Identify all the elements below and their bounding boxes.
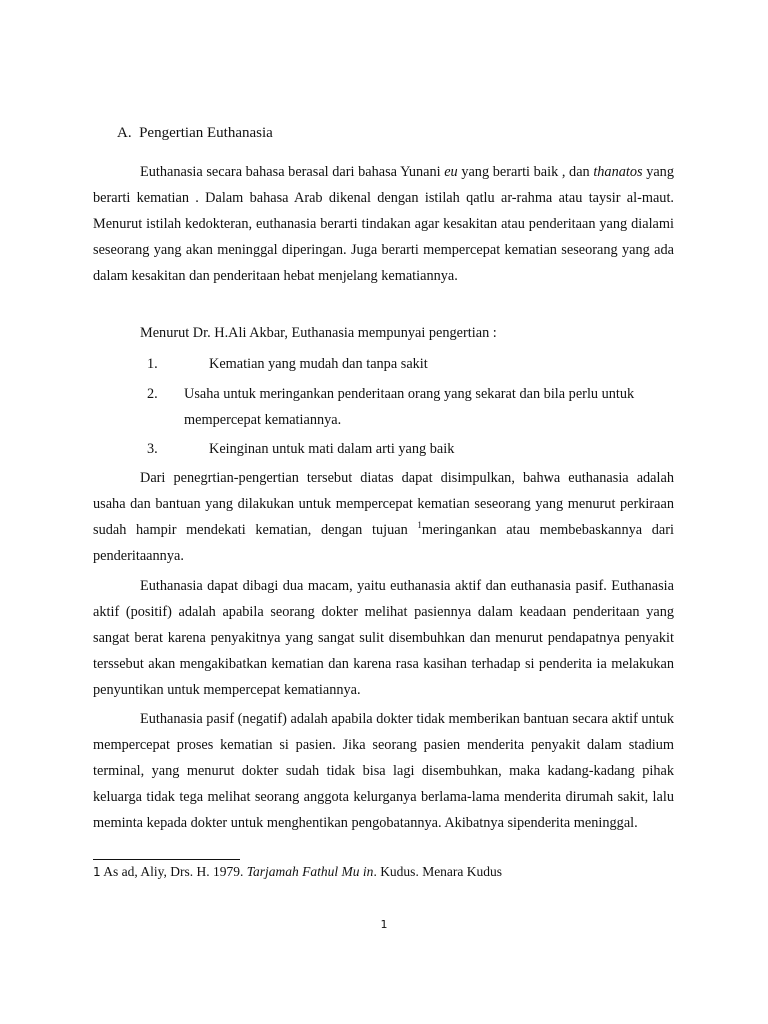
footnote-text-1: As ad, Aliy, Drs. H. 1979. — [100, 864, 247, 879]
footnote-text-2: . Kudus. Menara Kudus — [373, 864, 503, 879]
footnote — [93, 863, 502, 881]
list-text: Usaha untuk meringankan penderitaan orang yang sekarat dan bila perlu untuk mempercepat kematiannya. — [184, 386, 635, 428]
paragraph-list-intro: Menurut Dr. H.Ali Akbar, Euthanasia mempunyai pengertian : — [140, 325, 497, 341]
p1-text-1: Euthanasia secara bahasa berasal dari bahasa Yunani — [140, 164, 445, 180]
list-number: 2. — [147, 386, 158, 402]
list-number: 3. — [147, 441, 158, 457]
p1-text-3: yang berarti kematian . Dalam bahasa Arab dikenal dengan istilah qatlu ar-rahma atau taysir al-maut. Menurut istilah kedokteran, euthanasia berarti tindakan agar kesakitan atau penderitaan yang dialami seseorang yang akan meninggal diperingan. Juga berarti mempercepat kematian seseorang yang ada dalam kesakitan dan penderitaan hebat menjelang kematiannya. — [93, 164, 674, 284]
section-title: Pengertian Euthanasia — [139, 125, 273, 141]
list-text: Keinginan untuk mati dalam arti yang baik — [209, 441, 455, 457]
section-marker: A. — [117, 125, 132, 141]
paragraph-types: Euthanasia dapat dibagi dua macam, yaitu euthanasia aktif dan euthanasia pasif. Euthanasia aktif (positif) adalah apabila seorang dokter melihat pasiennya dalam keadaan penderitaan yang sangat berat karena penyakitnya yang sangat sulit disembuhkan dan menurut pendapatnya penyakit terssebut akan mengakibatkan kematian dan karena rasa kasihan terhadap si penderita ia melakukan penyuntikan untuk mempercepat kematiannya. — [93, 578, 674, 698]
paragraph-conclusion — [93, 465, 674, 569]
paragraph-definition — [93, 159, 674, 289]
list-number: 1. — [147, 356, 158, 372]
footnote-book-title: Tarjamah Fathul Mu in — [246, 864, 374, 879]
footnote-reference[interactable]: 1 — [417, 520, 422, 530]
paragraph-passive: Euthanasia pasif (negatif) adalah apabila dokter tidak memberikan bantuan secara aktif untuk mempercepat proses kematian si pasien. Jika seorang pasien menderita penyakit dalam stadium terminal, yang menurut dokter sudah tidak bisa lagi disembuhkan, maka kadang-kadang pihak keluarga tidak tega melihat seorang anggota kelurganya berlama-lama menderita dirumah sakit, lalu meminta kepada dokter untuk menghentikan pengobatannya. Akibatnya sipenderita meninggal. — [93, 711, 674, 831]
p1-text-2: yang berarti baik , dan — [457, 164, 594, 180]
term-eu: eu — [444, 164, 458, 180]
list-text: Kematian yang mudah dan tanpa sakit — [209, 356, 428, 372]
page-number: 1 — [380, 918, 388, 931]
term-thanatos: thanatos — [593, 164, 643, 180]
p3-text-2: meringankan atau membebaskannya dari penderitaannya. — [93, 522, 674, 564]
footnote-separator — [93, 859, 240, 860]
footnote-mark: 1 — [93, 865, 101, 879]
p3-text-1: Dari penegrtian-pengertian tersebut diatas dapat disimpulkan, bahwa euthanasia adalah usaha dan bantuan yang dilakukan untuk mempercepat kematian seseorang yang menurut perkiraan sudah hampir mendekati kematian, dengan tujuan — [93, 470, 674, 538]
